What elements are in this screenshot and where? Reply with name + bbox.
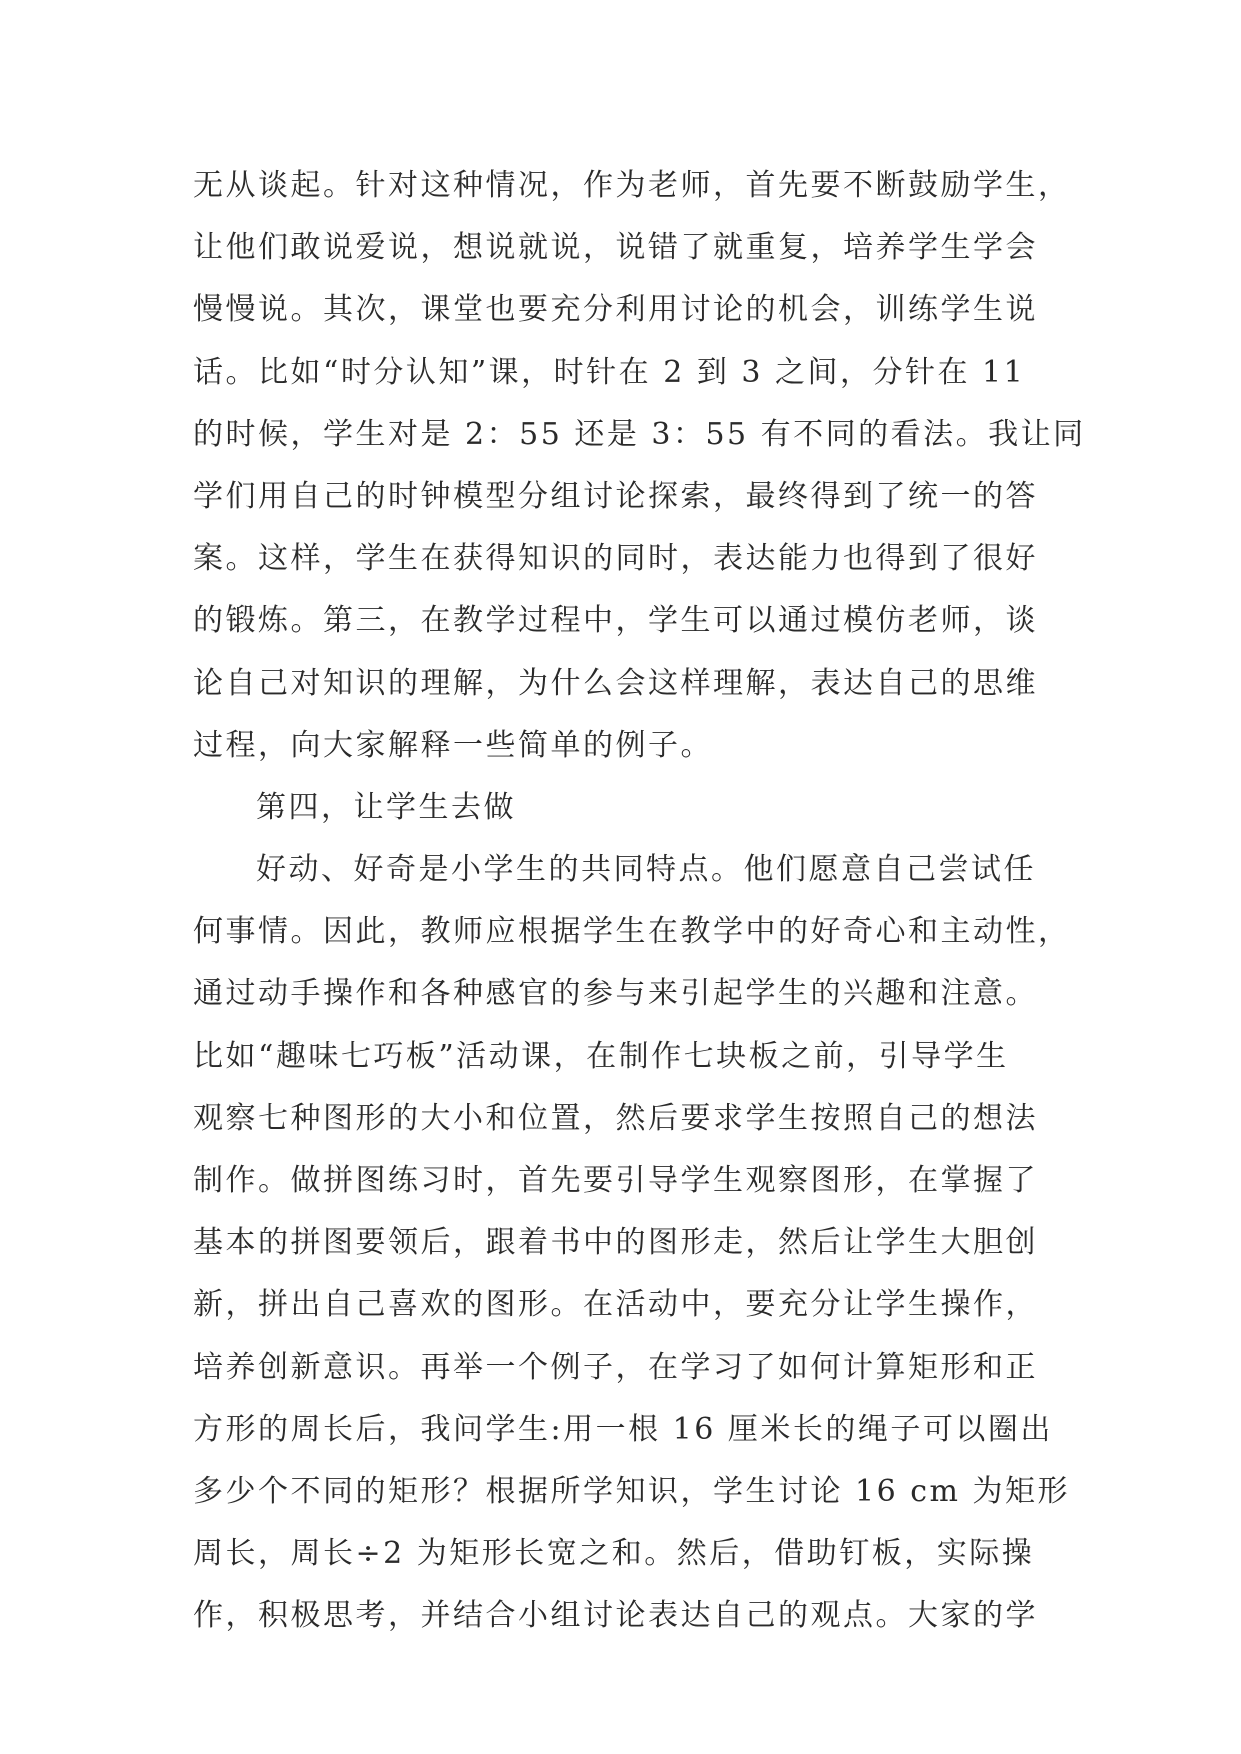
paragraph-line: 的时候，学生对是 2：55 还是 3：55 有不同的看法。我让同 [193, 416, 1086, 452]
body-text [193, 155, 1086, 1648]
paragraph-line: 让他们敢说爱说，想说就说，说错了就重复，培养学生学会 [193, 230, 1038, 266]
paragraph-line: 比如“趣味七巧板”活动课，在制作七块板之前，引导学生 [193, 1038, 1009, 1074]
paragraph-line: 基本的拼图要领后，跟着书中的图形走，然后让学生大胆创 [193, 1225, 1038, 1261]
paragraph-line: 新，拼出自己喜欢的图形。在活动中，要充分让学生操作， [193, 1287, 1038, 1323]
paragraph-line: 作，积极思考，并结合小组讨论表达自己的观点。大家的学 [193, 1598, 1038, 1634]
paragraph-line: 学们用自己的时钟模型分组讨论探索，最终得到了统一的答 [193, 478, 1038, 514]
paragraph-line: 培养创新意识。再举一个例子，在学习了如何计算矩形和正 [193, 1349, 1038, 1385]
paragraph-line: 观察七种图形的大小和位置，然后要求学生按照自己的想法 [193, 1100, 1038, 1136]
paragraph-line: 周长，周长÷2 为矩形长宽之和。然后，借助钉板，实际操 [193, 1536, 1035, 1572]
paragraph-line: 好动、好奇是小学生的共同特点。他们愿意自己尝试任 [256, 852, 1036, 888]
paragraph-line: 方形的周长后，我问学生:用一根 16 厘米长的绳子可以圈出 [193, 1411, 1053, 1447]
paragraph-line: 话。比如“时分认知”课，时针在 2 到 3 之间，分针在 11 [193, 354, 1026, 390]
paragraph-line: 通过动手操作和各种感官的参与来引起学生的兴趣和注意。 [193, 976, 1038, 1012]
paragraph-line: 案。这样，学生在获得知识的同时，表达能力也得到了很好 [193, 541, 1038, 577]
paragraph-line: 制作。做拼图练习时，首先要引导学生观察图形，在掌握了 [193, 1163, 1038, 1198]
paragraph-line: 多少个不同的矩形？根据所学知识，学生讨论 16 cm 为矩形 [193, 1473, 1071, 1509]
paragraph-line: 何事情。因此，教师应根据学生在教学中的好奇心和主动性， [193, 914, 1071, 950]
paragraph-line: 的锻炼。第三，在教学过程中，学生可以通过模仿老师，谈 [193, 603, 1038, 639]
paragraph-line: 过程，向大家解释一些简单的例子。 [193, 727, 713, 763]
paragraph-line: 论自己对知识的理解，为什么会这样理解，表达自己的思维 [193, 665, 1038, 701]
paragraph-line: 慢慢说。其次，课堂也要充分利用讨论的机会，训练学生说 [193, 292, 1038, 328]
section-heading: 第四，让学生去做 [256, 789, 516, 825]
paragraph-line: 无从谈起。针对这种情况，作为老师，首先要不断鼓励学生， [193, 168, 1071, 203]
